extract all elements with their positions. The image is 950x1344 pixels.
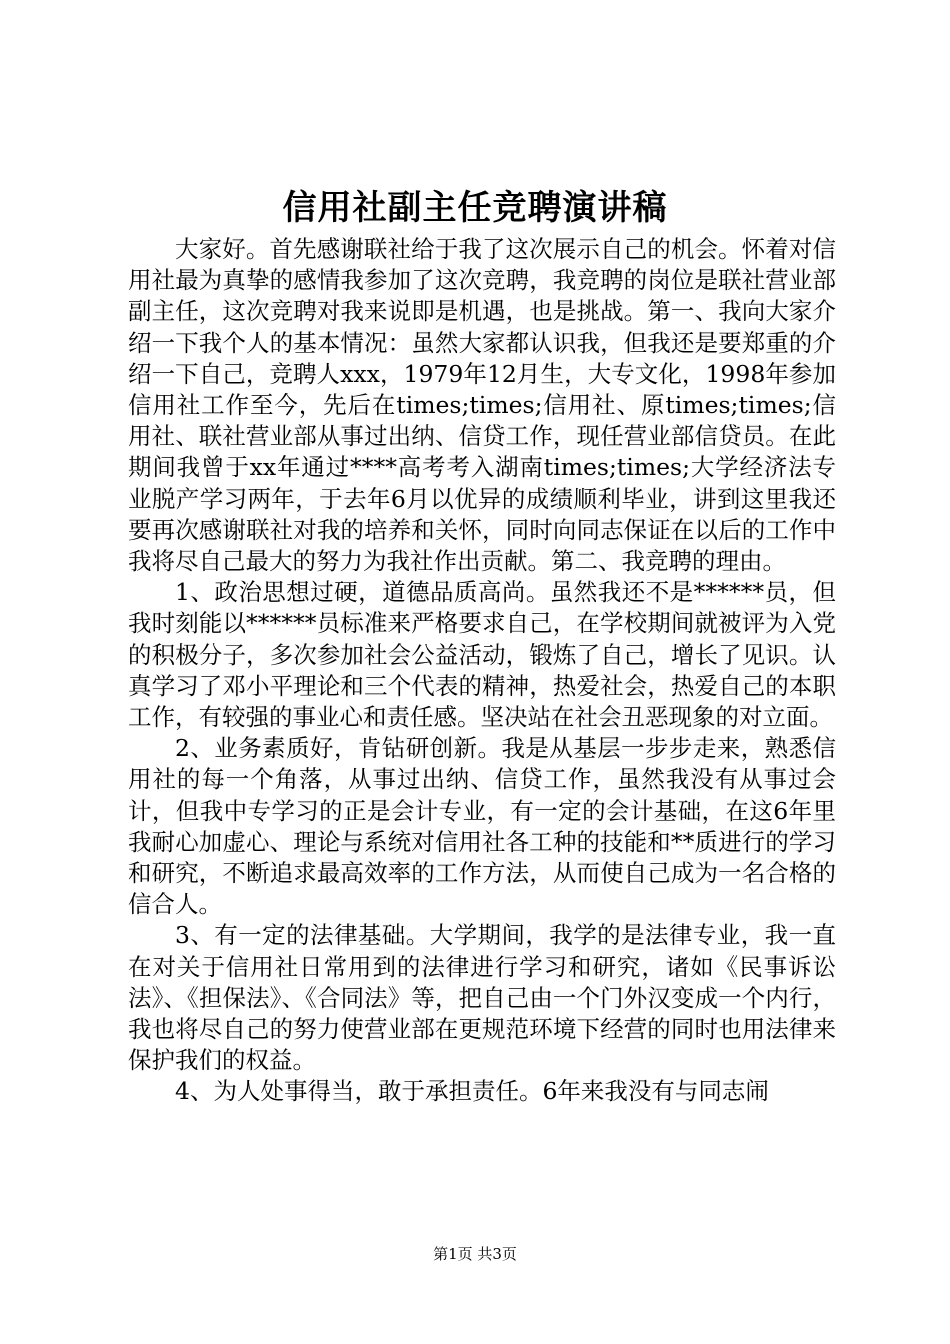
document-body: [128, 234, 836, 1108]
page-number-footer: 第1页 共3页: [433, 1245, 517, 1263]
paragraph-reason-3: 3、有一定的法律基础。大学期间，我学的是法律专业，我一直在对关于信用社日常用到的法律进行学习和研究，诸如《民事诉讼法》、《担保法》、《合同法》等，把自己由一个门外汉变成一个内行，我也将尽自己的努力使营业部在更规范环境下经营的同时也用法律来保护我们的权益。: [128, 921, 836, 1075]
paragraph-reason-1: 1、政治思想过硬，道德品质高尚。虽然我还不是******员，但我时刻能以******员标准来严格要求自己，在学校期间就被评为入党的积极分子，多次参加社会公益活动，锻炼了自己，增长了见识。认真学习了邓小平理论和三个代表的精神，热爱社会，热爱自己的本职工作，有较强的事业心和责任感。坚决站在社会丑恶现象的对立面。: [128, 578, 836, 732]
paragraph-reason-4: 4、为人处事得当，敢于承担责任。6年来我没有与同志闹: [175, 1077, 769, 1106]
document-title: 信用社副主任竞聘演讲稿: [282, 188, 668, 228]
paragraph-intro: 大家好。首先感谢联社给于我了这次展示自己的机会。怀着对信用社最为真挚的感情我参加了这次竞聘，我竞聘的岗位是联社营业部副主任，这次竞聘对我来说即是机遇，也是挑战。第一、我向大家介绍一下我个人的基本情况：虽然大家都认识我，但我还是要郑重的介绍一下自己，竞聘人xxx，1979年12月生，大专文化，1998年参加信用社工作至今，先后在times;times;信用社、原times;times;信用社、联社营业部从事过出纳、信贷工作，现任营业部信贷员。在此期间我曾于xx年通过****高考考入湖南times;times;大学经济法专业脱产学习两年，于去年6月以优异的成绩顺利毕业，讲到这里我还要再次感谢联社对我的培养和关怀，同时向同志保证在以后的工作中我将尽自己最大的努力为我社作出贡献。第二、我竞聘的理由。: [128, 235, 836, 576]
paragraph-reason-2: 2、业务素质好，肯钻研创新。我是从基层一步步走来，熟悉信用社的每一个角落，从事过出纳、信贷工作，虽然我没有从事过会计，但我中专学习的正是会计专业，有一定的会计基础，在这6年里我耐心加虚心、理论与系统对信用社各工种的技能和**质进行的学习和研究，不断追求最高效率的工作方法，从而使自己成为一名合格的信合人。: [128, 734, 836, 919]
